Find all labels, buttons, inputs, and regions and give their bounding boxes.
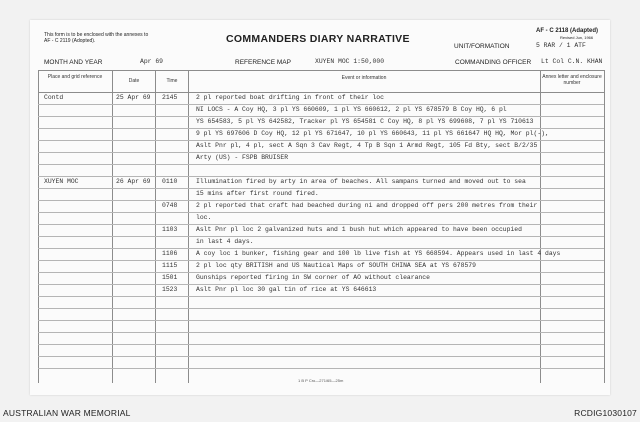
entry-text-line: NI LOCS - A Coy HQ, 3 pl YS 660609, 1 pl YS 660612, 2 pl YS 678579 B Coy HQ, 6 pl: [196, 106, 507, 113]
entry-text-line: Gunships reported firing in SW corner of AO without clearance: [196, 274, 430, 281]
entry-text-line: loc.: [196, 214, 212, 221]
unit-value: 5 RAR / 1 ATF: [536, 42, 586, 49]
ruled-line: [38, 248, 604, 249]
form-id: AF - C 2118 (Adapted): [536, 28, 599, 34]
entry-text-line: Illumination fired by arty in area of beaches. All sampans turned and moved out to sea: [196, 178, 526, 185]
entry-date: 26 Apr 69: [116, 178, 151, 185]
entry-text-line: Aslt Pnr pl, 4 pl, sect A Sqn 3 Cav Regt, 4 Tp B Sqn 1 Armd Regt, 105 Fd Bty, sect B/2/35: [196, 142, 538, 149]
ruled-line: [38, 272, 604, 273]
footer-ref-id: RCDIG1030107: [574, 408, 637, 418]
revised-date: Revised Jun, 1966: [560, 35, 594, 40]
ruled-line: [38, 344, 604, 345]
form-note: This form is to be enclosed with the annexes to AF - C 2119 (Adopted).: [44, 32, 149, 44]
entry-text-line: YS 654583, 5 pl YS 642582, Tracker pl YS 654581 C Coy HQ, 8 pl YS 699608, 7 pl YS 710613: [196, 118, 534, 125]
cmd-value: Lt Col C.N. KHAN: [541, 58, 603, 65]
ref-map-label: REFERENCE MAP: [235, 59, 291, 66]
ruled-line: [38, 236, 604, 237]
ruled-line: [38, 260, 604, 261]
ruled-line: [38, 224, 604, 225]
ruled-line: [38, 368, 604, 369]
ruled-line: [38, 164, 604, 165]
col-header-event: Event or information: [341, 75, 387, 81]
ref-map-value: XUYEN MOC 1:50,000: [315, 58, 385, 65]
footer-org: AUSTRALIAN WAR MEMORIAL: [3, 408, 131, 418]
ruled-line: [38, 104, 604, 105]
ruled-line: [38, 308, 604, 309]
col-header-annex: Annex letter and enclosure number: [542, 74, 602, 86]
entry-text-line: Aslt Pnr pl loc 2 galvanized huts and 1 bush hut which appeared to have been occupied: [196, 226, 522, 233]
ruled-line: [38, 200, 604, 201]
entry-place: Contd: [44, 94, 64, 101]
print-ref: 1 B P Cro—271/65—25m: [298, 378, 344, 383]
entry-time: 2145: [162, 94, 178, 101]
entry-text-line: 15 mins after first round fired.: [196, 190, 319, 197]
ruled-line: [38, 296, 604, 297]
entry-text-line: in last 4 days.: [196, 238, 254, 245]
entry-text-line: 2 pl reported that craft had beached during ni and dropped off pers 200 metres from their: [196, 202, 538, 209]
entry-time: 1523: [162, 286, 178, 293]
entry-date: 25 Apr 69: [116, 94, 151, 101]
header-divider: [38, 92, 604, 93]
ruled-line: [38, 176, 604, 177]
entry-text-line: 9 pl YS 697606 D Coy HQ, 12 pl YS 671647, 10 pl YS 660643, 11 pl YS 661647 HQ HQ, Mor pl(-),: [196, 130, 549, 137]
ruled-line: [38, 188, 604, 189]
entry-text-line: Arty (US) - FSPB BRUISER: [196, 154, 289, 161]
ruled-line: [38, 320, 604, 321]
month-value: Apr 69: [140, 58, 164, 65]
ruled-line: [38, 332, 604, 333]
col-header-date: Date: [128, 78, 140, 84]
unit-label: UNIT/FORMATION: [454, 43, 510, 50]
entry-time: 1103: [162, 226, 178, 233]
month-label: MONTH AND YEAR: [44, 59, 103, 66]
entry-text-line: A coy loc 1 bunker, fishing gear and 100 lb live fish at YS 668594. Appears used in last 4 days: [196, 250, 561, 257]
table-top-border: [38, 70, 604, 71]
col-header-time: Time: [166, 78, 178, 84]
ruled-line: [38, 116, 604, 117]
col-border-right: [604, 70, 605, 383]
entry-time: 0110: [162, 178, 178, 185]
ruled-line: [38, 212, 604, 213]
entry-time: 1115: [162, 262, 178, 269]
ruled-line: [38, 140, 604, 141]
ruled-line: [38, 284, 604, 285]
ruled-line: [38, 128, 604, 129]
page-title: COMMANDERS DIARY NARRATIVE: [226, 33, 410, 45]
col-header-place: Place and grid reference: [47, 74, 103, 80]
ruled-line: [38, 152, 604, 153]
diary-sheet: [30, 20, 610, 395]
entry-text-line: 2 pl reported boat drifting in front of their loc: [196, 94, 384, 101]
entry-text-line: Aslt Pnr pl loc 30 gal tin of rice at YS 646613: [196, 286, 377, 293]
entry-place: XUYEN MOC: [44, 178, 79, 185]
entry-time: 0748: [162, 202, 178, 209]
cmd-label: COMMANDING OFFICER: [455, 59, 532, 66]
entry-time: 1501: [162, 274, 178, 281]
entry-time: 1106: [162, 250, 178, 257]
ruled-line: [38, 356, 604, 357]
entry-text-line: 2 pl loc qty BRITISH and US Nautical Maps of SOUTH CHINA SEA at YS 678579: [196, 262, 476, 269]
